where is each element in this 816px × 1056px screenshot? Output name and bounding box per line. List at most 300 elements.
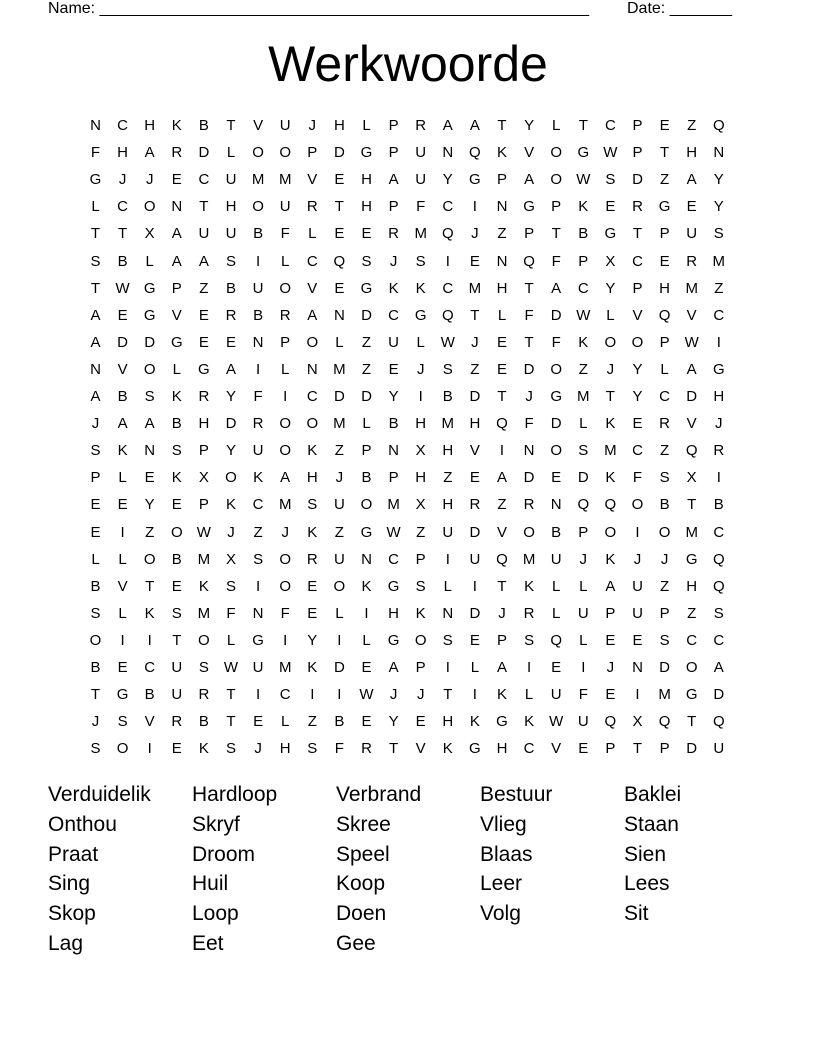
grid-letter: P [632,144,643,162]
grid-letter: G [116,686,129,704]
grid-letter: P [578,523,589,541]
grid-letter: U [198,225,210,243]
grid-letter: B [253,225,264,243]
grid-letter: M [278,496,292,514]
grid-letter: S [90,740,101,758]
grid-letter: V [144,713,155,731]
grid-letter: Z [578,360,588,378]
grid-letter: A [144,415,155,433]
grid-letter: D [523,360,535,378]
grid-letter: G [604,225,617,243]
grid-letter: K [307,523,318,541]
grid-letter: F [632,469,643,487]
grid-letter: L [226,144,236,162]
grid-letter: N [90,117,101,134]
grid-letter: G [198,360,210,378]
grid-letter: V [415,740,426,758]
grid-letter: C [388,306,400,324]
grid-letter: H [279,740,291,758]
grid-letter: N [442,604,454,622]
grid-letter: P [659,604,670,622]
grid-letter: L [226,631,236,649]
grid-letter: H [469,415,481,433]
grid-letter: I [120,631,125,649]
grid-row [82,302,734,329]
grid-letter: L [660,360,669,378]
grid-letter: T [226,686,236,704]
grid-letter: A [90,388,101,405]
grid-letter: P [388,469,399,487]
grid-letter: I [716,333,721,351]
grid-row [82,546,734,573]
word-bank-item: Sing [48,872,91,896]
grid-letter: S [171,442,182,460]
grid-letter: P [90,469,101,487]
grid-letter: P [659,740,670,758]
grid-letter: R [171,713,183,731]
grid-row [82,573,734,600]
grid-letter: E [551,659,562,676]
grid-letter: E [686,198,697,216]
grid-letter: P [388,198,399,216]
grid-letter: G [360,279,373,297]
grid-letter: E [496,360,507,378]
grid-letter: S [90,442,101,460]
grid-letter: O [550,171,563,189]
grid-letter: I [527,659,532,676]
grid-letter: R [388,225,400,243]
grid-letter: T [226,117,236,134]
name-field-label: Name: _______________________________________________________ [48,0,589,17]
word-bank-item: Huil [192,872,229,896]
grid-letter: E [307,577,318,595]
word-bank-item: Verduidelik [48,783,151,806]
grid-letter: S [90,604,101,622]
grid-letter: W [115,279,130,297]
grid-letter: C [659,388,671,405]
grid-letter: T [497,577,507,595]
grid-letter: G [89,171,102,189]
grid-row [82,464,734,491]
grid-letter: A [686,360,697,378]
grid-letter: J [308,117,317,134]
grid-letter: T [578,117,588,134]
grid-letter: A [171,225,182,243]
grid-letter: B [334,713,345,731]
grid-letter: H [361,198,372,216]
grid-letter: Z [660,442,670,460]
grid-row [82,681,734,708]
grid-letter: G [469,171,481,189]
grid-letter: F [280,604,290,622]
grid-letter: C [604,117,616,134]
grid-letter: Y [713,171,724,189]
grid-letter: H [333,117,345,134]
word-bank-item: Skop [48,902,96,926]
grid-letter: Z [361,333,372,351]
grid-letter: H [415,469,427,487]
grid-letter: K [496,144,507,162]
grid-letter: V [469,442,480,460]
grid-letter: S [117,713,128,731]
grid-letter: B [198,117,209,134]
grid-letter: Q [550,631,563,649]
grid-letter: I [256,577,261,595]
grid-letter: N [361,550,372,568]
grid-letter: E [496,333,507,351]
grid-letter: Y [307,631,318,649]
grid-letter: S [713,604,724,622]
grid-letter: J [498,604,506,622]
grid-letter: M [522,550,536,568]
grid-letter: Q [712,117,725,134]
grid-letter: D [686,740,698,758]
grid-letter: P [415,659,426,676]
grid-letter: O [550,144,563,162]
grid-letter: P [524,225,535,243]
grid-letter: Z [497,225,507,243]
grid-letter: M [577,388,590,405]
grid-letter: U [442,523,454,541]
grid-letter: S [659,469,670,487]
grid-letter: B [90,659,101,676]
grid-row [82,248,734,275]
grid-row [82,139,734,166]
grid-letter: I [120,523,125,541]
grid-letter: T [687,496,697,514]
word-bank-item: Blaas [480,842,533,866]
grid-row [82,410,734,437]
grid-row [82,735,734,762]
grid-letter: O [252,144,264,162]
grid-letter: K [198,577,209,595]
grid-letter: V [551,740,562,758]
grid-letter: D [550,415,562,433]
grid-letter: O [550,442,563,460]
grid-letter: X [415,442,426,460]
grid-letter: K [578,333,589,351]
grid-letter: G [143,306,156,324]
word-bank-item: Bestuur [480,783,553,806]
grid-letter: Z [443,469,453,487]
grid-letter: N [90,360,101,378]
grid-letter: V [117,577,128,595]
grid-letter: S [307,496,318,514]
grid-letter: K [307,442,318,460]
grid-letter: U [252,279,264,297]
grid-letter: H [442,496,454,514]
grid-letter: T [145,577,155,595]
grid-letter: M [278,659,292,676]
grid-letter: S [144,388,155,405]
grid-letter: C [388,550,400,568]
grid-letter: P [198,442,209,460]
grid-letter: E [361,225,372,243]
grid-letter: U [550,686,562,704]
grid-letter: U [279,117,291,134]
grid-letter: M [278,171,292,189]
grid-letter: J [471,225,479,243]
grid-letter: G [712,360,725,378]
grid-letter: M [197,604,211,622]
grid-letter: F [524,306,534,324]
grid-letter: O [252,198,264,216]
date-field-label: Date: _______ [627,0,732,17]
grid-letter: J [281,523,289,541]
grid-letter: V [524,144,535,162]
grid-letter: C [306,388,318,405]
grid-letter: U [333,550,345,568]
grid-letter: D [469,604,481,622]
grid-letter: E [632,415,643,433]
grid-letter: U [171,659,183,676]
grid-letter: E [469,252,480,270]
grid-letter: Z [307,713,317,731]
grid-letter: G [360,523,373,541]
grid-letter: W [440,333,455,351]
grid-letter: I [581,659,586,676]
grid-letter: P [280,333,291,351]
grid-letter: N [171,198,183,216]
grid-letter: I [499,442,505,460]
grid-letter: C [442,198,454,216]
grid-letter: K [524,577,535,595]
grid-letter: V [253,117,264,134]
grid-letter: B [253,306,264,324]
grid-letter: R [632,198,643,216]
grid-letter: W [386,523,401,541]
word-bank-item: Praat [48,842,99,866]
grid-letter: S [225,740,236,758]
grid-letter: M [685,279,698,297]
grid-letter: C [632,252,643,270]
grid-letter: U [550,550,562,568]
grid-letter: A [551,279,562,297]
grid-letter: D [333,388,345,405]
grid-letter: V [117,360,128,378]
grid-letter: T [497,388,507,405]
grid-letter: I [635,686,640,704]
grid-letter: T [470,306,480,324]
grid-letter: H [496,740,508,758]
grid-letter: E [307,604,318,622]
grid-letter: P [198,496,209,514]
grid-letter: G [143,279,156,297]
grid-letter: T [226,713,236,731]
grid-letter: R [659,415,671,433]
grid-letter: V [686,415,697,433]
grid-letter: D [333,659,345,676]
grid-letter: O [170,523,183,541]
grid-letter: A [117,415,128,433]
grid-letter: D [469,523,481,541]
grid-letter: I [283,631,288,649]
grid-letter: E [334,225,345,243]
grid-letter: E [334,279,345,297]
grid-letter: Q [658,306,671,324]
grid-letter: M [333,415,346,433]
grid-letter: B [388,415,399,433]
grid-letter: R [415,117,427,134]
grid-letter: K [524,713,535,731]
grid-letter: C [713,631,725,649]
grid-letter: V [496,523,507,541]
grid-letter: H [659,279,671,297]
word-bank-item: Lees [624,872,670,896]
grid-letter: M [251,171,265,189]
grid-letter: T [632,740,643,758]
grid-letter: S [225,577,236,595]
grid-letter: E [578,740,589,758]
grid-letter: O [685,659,698,676]
grid-letter: C [252,496,264,514]
grid-letter: U [388,333,400,351]
grid-letter: L [91,550,100,568]
grid-letter: O [658,523,671,541]
grid-letter: R [469,496,481,514]
grid-letter: I [337,631,342,649]
grid-letter: Z [497,496,507,514]
grid-letter: U [577,604,589,622]
grid-letter: H [361,171,372,189]
word-bank-item: Staan [624,812,679,836]
grid-letter: S [225,252,236,270]
grid-letter: D [117,333,129,351]
grid-letter: O [523,523,535,541]
grid-letter: N [523,442,535,460]
grid-letter: Z [253,523,263,541]
grid-letter: I [445,550,450,568]
grid-letter: N [550,496,562,514]
grid-letter: E [171,171,182,189]
grid-letter: Z [660,171,670,189]
grid-letter: K [171,469,182,487]
grid-letter: Z [687,604,697,622]
word-bank-item: Skree [336,812,391,836]
grid-letter: E [171,577,182,595]
grid-letter: U [686,225,698,243]
grid-letter: V [686,306,697,324]
grid-letter: F [416,198,426,216]
grid-letter: A [307,306,318,324]
grid-letter: E [361,659,372,676]
grid-letter: W [359,686,374,704]
grid-letter: C [632,442,643,460]
grid-letter: P [659,225,670,243]
grid-letter: E [632,631,643,649]
grid-letter: J [118,171,127,189]
grid-letter: V [307,171,318,189]
word-bank-item: Speel [336,842,390,866]
grid-letter: F [226,604,236,622]
grid-letter: L [362,415,371,433]
word-bank-item: Lag [48,932,84,955]
grid-letter: T [90,686,101,704]
grid-letter: C [279,686,291,704]
grid-letter: P [551,198,562,216]
grid-letter: U [632,577,643,595]
grid-letter: C [117,117,129,134]
grid-letter: R [686,252,698,270]
grid-letter: K [605,550,616,568]
grid-letter: N [632,659,643,676]
grid-letter: H [117,144,129,162]
grid-letter: C [117,198,129,216]
grid-letter: N [496,252,508,270]
grid-letter: L [118,469,127,487]
grid-letter: T [497,117,507,134]
grid-letter: A [198,252,209,270]
grid-letter: B [659,496,670,514]
grid-letter: U [252,659,264,676]
word-bank-item: Onthou [48,812,117,836]
grid-letter: E [469,469,480,487]
grid-letter: Y [225,388,236,405]
grid-letter: H [496,279,508,297]
grid-letter: Z [660,577,670,595]
grid-letter: R [361,740,372,758]
grid-letter: O [604,523,617,541]
grid-letter: D [198,144,210,162]
word-bank-item: Loop [192,902,239,926]
grid-letter: N [252,333,264,351]
grid-letter: L [281,360,290,378]
grid-letter: O [279,550,292,568]
grid-letter: L [579,631,588,649]
grid-letter: J [715,415,723,433]
grid-letter: B [117,252,128,270]
grid-letter: I [472,198,477,216]
grid-letter: A [225,360,236,378]
grid-letter: J [416,360,425,378]
grid-letter: L [524,686,534,704]
grid-letter: W [603,144,618,162]
grid-letter: K [605,415,616,433]
grid-letter: P [632,279,643,297]
grid-letter: J [254,740,262,758]
grid-letter: R [306,198,318,216]
grid-letter: S [524,631,535,649]
grid-letter: L [281,713,290,731]
grid-letter: C [306,252,318,270]
grid-letter: G [685,550,698,568]
grid-letter: N [252,604,264,622]
grid-letter: U [713,740,725,758]
grid-letter: H [686,577,698,595]
grid-letter: M [604,442,617,460]
grid-letter: L [443,577,452,595]
grid-letter: K [171,117,182,134]
grid-letter: O [604,333,617,351]
grid-letter: B [551,523,562,541]
grid-letter: S [171,604,182,622]
grid-letter: O [414,631,427,649]
grid-letter: K [225,496,236,514]
grid-letter: G [685,686,698,704]
grid-letter: E [605,198,616,216]
grid-letter: A [605,577,616,595]
grid-letter: I [310,686,315,704]
grid-letter: I [445,252,450,270]
grid-letter: I [472,577,477,595]
grid-letter: U [171,686,183,704]
grid-letter: M [658,686,671,704]
grid-letter: E [90,496,101,514]
grid-letter: P [171,279,182,297]
grid-letter: L [552,577,561,595]
grid-letter: Z [416,523,426,541]
grid-letter: L [172,360,181,378]
